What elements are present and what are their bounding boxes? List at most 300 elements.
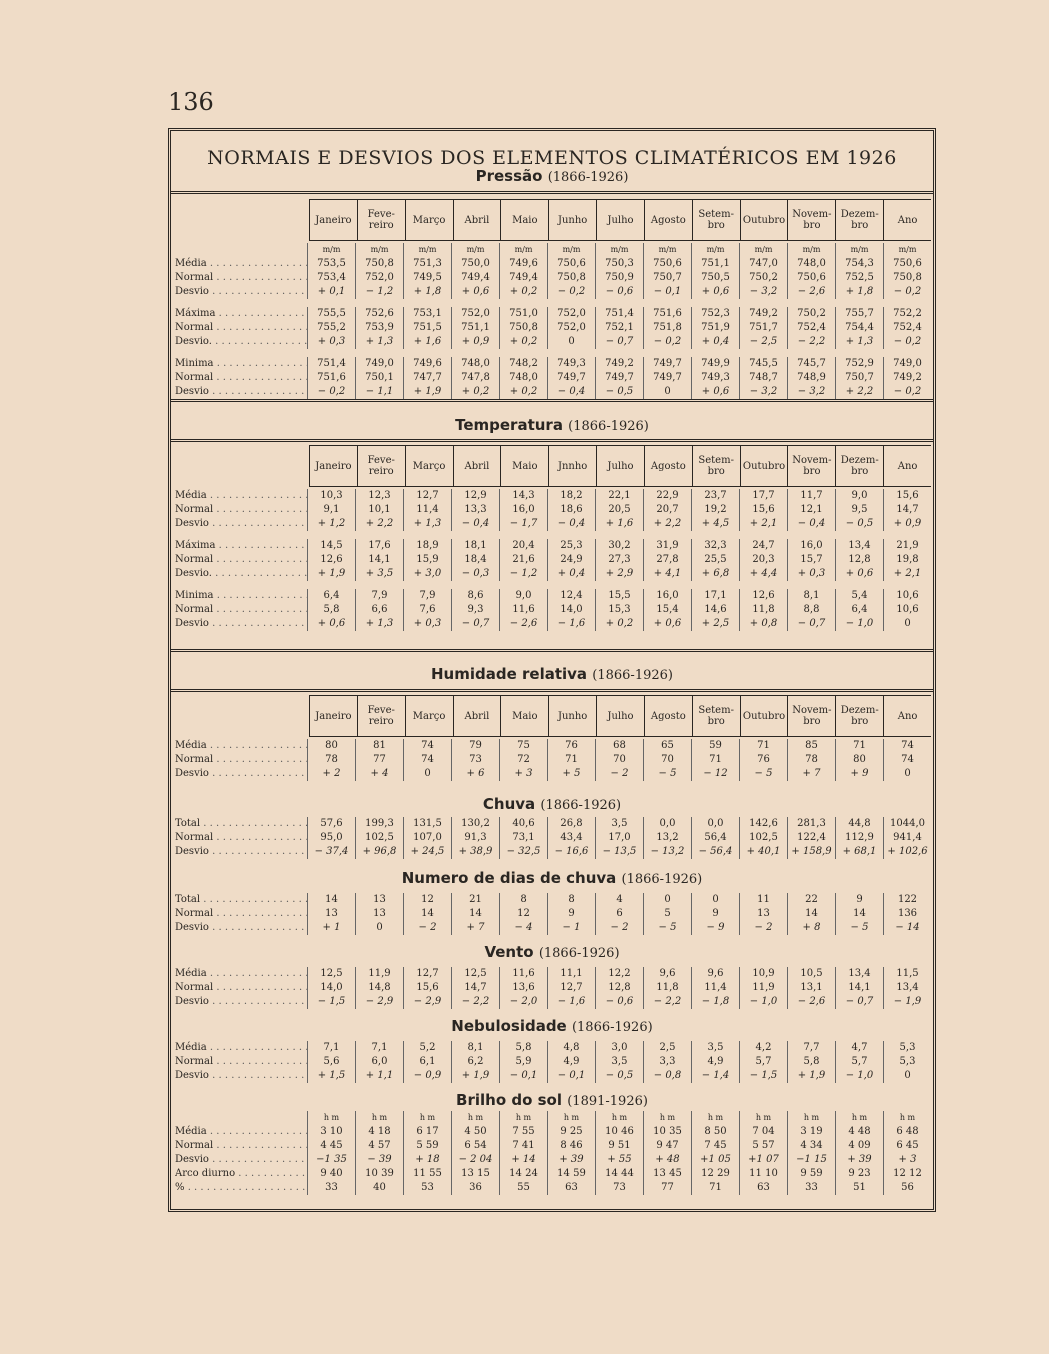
cell-value: 12,5 [451,967,499,981]
unit-cell: m/m [403,243,451,257]
cell-value: 5,8 [499,1041,547,1055]
row-label: Total . . . [175,893,307,907]
cell-value: 91,3 [451,831,499,845]
cell-value: − 5 [643,921,691,935]
cell-value: 14 [835,907,883,921]
cell-value: 21,9 [883,539,931,553]
cell-value: − 14 [883,921,931,935]
cell-value: − 2,6 [787,285,835,299]
cell-value: + 1,1 [355,1069,403,1083]
nebulosidade-row [175,1041,931,1055]
section-title-chuva: Chuva (1866-1926) [482,795,622,813]
cell-value: 136 [883,907,931,921]
cell-value: 750,5 [691,271,739,285]
gap [175,299,931,307]
cell-value: 749,4 [451,271,499,285]
cell-value: 5,2 [403,1041,451,1055]
cell-value: 10,1 [355,503,403,517]
month-header: Abril [453,200,501,240]
cell-value: 7,9 [403,589,451,603]
cell-value: 752,9 [835,357,883,371]
cell-value: 3,3 [643,1055,691,1069]
cell-value: 18,4 [451,553,499,567]
brilho-sol-row [175,1153,931,1167]
cell-value: 76 [547,739,595,753]
dias-chuva-row [175,921,931,935]
cell-value: 752,2 [883,307,931,321]
cell-value: 752,1 [595,321,643,335]
cell-value: 22,1 [595,489,643,503]
cell-value: + 158,9 [787,845,835,859]
cell-value: 7,6 [403,603,451,617]
cell-value: 0 [883,617,931,631]
cell-value: 9,5 [835,503,883,517]
cell-value: 749,4 [499,271,547,285]
cell-value: + 2,1 [739,517,787,531]
cell-value: 9 59 [787,1167,835,1181]
cell-value: 17,0 [595,831,643,845]
humidade-header [309,695,931,737]
cell-value: 9,6 [691,967,739,981]
cell-value: + 48 [643,1153,691,1167]
nebulosidade-rows [175,1041,931,1083]
cell-value: 23,7 [691,489,739,503]
cell-value: 102,5 [739,831,787,845]
cell-value: 16,0 [643,589,691,603]
month-header: Agosto [644,200,692,240]
cell-value: 5 59 [403,1139,451,1153]
row-label: Máxima . . . [175,307,307,321]
row-label: Normal . . . [175,371,307,385]
cell-value: 15,6 [739,503,787,517]
cell-value: − 2,2 [451,995,499,1009]
cell-value: 14,6 [691,603,739,617]
cell-value: 750,6 [787,271,835,285]
cell-value: + 1,3 [835,335,883,349]
month-header: Agosto [644,696,692,736]
row-label: Desvio . . . [175,767,307,781]
row-label: Desvio. . . . [175,335,307,349]
cell-value: 4 09 [835,1139,883,1153]
unit-cell: m/m [451,243,499,257]
cell-value: 751,6 [307,371,355,385]
cell-value: 11,1 [547,967,595,981]
cell-value: 749,0 [355,357,403,371]
cell-value: 748,2 [499,357,547,371]
cell-value: + 1,8 [835,285,883,299]
cell-value: 3,5 [691,1041,739,1055]
cell-value: 12,1 [787,503,835,517]
cell-value: 122,4 [787,831,835,845]
row-label: Desvio . . . [175,517,307,531]
cell-value: + 3 [883,1153,931,1167]
row-label: Normal . . . [175,831,307,845]
unit-cell: m/m [547,243,595,257]
cell-value: − 5 [643,767,691,781]
cell-value: 753,4 [307,271,355,285]
cell-value: 12,5 [307,967,355,981]
cell-value: 17,6 [355,539,403,553]
cell-value: + 1,6 [595,517,643,531]
cell-value: 63 [547,1181,595,1195]
cell-value: 63 [739,1181,787,1195]
cell-value: + 1,3 [355,617,403,631]
cell-value: 4,8 [547,1041,595,1055]
cell-value: − 1,9 [883,995,931,1009]
row-label: Desvio . . . [175,995,307,1009]
cell-value: + 6,8 [691,567,739,581]
unit-cell: m/m [691,243,739,257]
temperatura-row [175,539,931,553]
section-title-humidade: Humidade relativa (1866-1926) [431,665,673,683]
cell-value: 71 [547,753,595,767]
month-header: Dezem-bro [835,696,883,736]
cell-value: − 0,2 [643,335,691,349]
pressao-row [175,385,931,399]
vento-row [175,995,931,1009]
cell-value: + 0,9 [451,335,499,349]
cell-value: − 0,2 [883,385,931,399]
temperatura-row [175,589,931,603]
cell-value: + 1,5 [307,1069,355,1083]
cell-value: + 0,2 [499,285,547,299]
cell-value: 750,7 [835,371,883,385]
cell-value: 40,6 [499,817,547,831]
row-label: Arco diurno . . . [175,1167,307,1181]
cell-value: 59 [691,739,739,753]
cell-value: + 0,8 [739,617,787,631]
cell-value: 80 [307,739,355,753]
cell-value: −1 15 [787,1153,835,1167]
unit-cell: h m [643,1111,691,1125]
cell-value: + 0,6 [691,285,739,299]
cell-value: 11,6 [499,967,547,981]
cell-value: 749,0 [883,357,931,371]
cell-value: 7,7 [787,1041,835,1055]
cell-value: 122 [883,893,931,907]
cell-value: 7,1 [307,1041,355,1055]
cell-value: + 102,6 [883,845,931,859]
cell-value: 9,0 [835,489,883,503]
cell-value: 15,6 [403,981,451,995]
month-header: Maio [500,696,548,736]
month-header: Setem-bro [692,446,740,486]
cell-value: + 0,6 [307,617,355,631]
humidade-row [175,739,931,753]
cell-value: 6,2 [451,1055,499,1069]
cell-value: 73 [451,753,499,767]
cell-value: 0,0 [643,817,691,831]
cell-value: 71 [835,739,883,753]
cell-value: 77 [355,753,403,767]
cell-value: − 1,1 [355,385,403,399]
cell-value: 4,2 [739,1041,787,1055]
cell-value: 750,8 [547,271,595,285]
cell-value: 40 [355,1181,403,1195]
cell-value: 4,7 [835,1041,883,1055]
cell-value: 14 [787,907,835,921]
brilho-sol-row [175,1139,931,1153]
cell-value: 6 17 [403,1125,451,1139]
cell-value: 11 [739,893,787,907]
cell-value: − 0,7 [787,617,835,631]
cell-value: 0 [547,335,595,349]
cell-value: 0 [883,1069,931,1083]
cell-value: 12 29 [691,1167,739,1181]
cell-value: 13,6 [499,981,547,995]
cell-value: 14 [451,907,499,921]
cell-value: + 38,9 [451,845,499,859]
cell-value: 5,6 [307,1055,355,1069]
cell-value: 11,4 [403,503,451,517]
cell-value: 13,3 [451,503,499,517]
cell-value: 751,7 [739,321,787,335]
cell-value: + 3 [499,767,547,781]
cell-value: 2,5 [643,1041,691,1055]
cell-value: − 2 04 [451,1153,499,1167]
cell-value: + 0,3 [403,617,451,631]
cell-value: 11,9 [355,967,403,981]
cell-value: − 2 [595,921,643,935]
unit-cell: h m [883,1111,931,1125]
cell-value: 751,4 [307,357,355,371]
cell-value: 4 48 [835,1125,883,1139]
cell-value: − 1,5 [739,1069,787,1083]
cell-value: 11 10 [739,1167,787,1181]
cell-value: − 0,2 [547,285,595,299]
cell-value: 749,5 [403,271,451,285]
cell-value: + 0,1 [307,285,355,299]
cell-value: 751,3 [403,257,451,271]
cell-value: + 7 [451,921,499,935]
cell-value: − 0,4 [787,517,835,531]
cell-value: 13,4 [835,967,883,981]
cell-value: 752,3 [691,307,739,321]
cell-value: 12 [499,907,547,921]
cell-value: 14 44 [595,1167,643,1181]
cell-value: 12,6 [739,589,787,603]
cell-value: 14,8 [355,981,403,995]
month-header: Ano [883,446,931,486]
cell-value: 0,0 [691,817,739,831]
section-rule [171,689,933,692]
cell-value: 755,5 [307,307,355,321]
month-header: Feve-reiro [357,696,405,736]
month-header: Outubro [740,446,788,486]
cell-value: − 0,4 [547,385,595,399]
cell-value: 10 39 [355,1167,403,1181]
cell-value: + 0,2 [451,385,499,399]
month-header: Novem-bro [787,200,835,240]
cell-value: 14,7 [451,981,499,995]
cell-value: 16,0 [787,539,835,553]
cell-value: 14 [307,893,355,907]
cell-value: + 0,4 [547,567,595,581]
pressao-row [175,257,931,271]
cell-value: − 0,5 [595,1069,643,1083]
cell-value: 14,1 [355,553,403,567]
row-label: Desvio . . . [175,385,307,399]
cell-value: 750,6 [643,257,691,271]
cell-value: 71 [691,753,739,767]
month-header: Setem-bro [692,696,740,736]
pressao-row [175,321,931,335]
cell-value: 112,9 [835,831,883,845]
cell-value: 11,5 [883,967,931,981]
unit-cell: h m [787,1111,835,1125]
row-label: Média . . . [175,489,307,503]
unit-cell: h m [355,1111,403,1125]
cell-value: + 0,2 [499,335,547,349]
nebulosidade-row [175,1055,931,1069]
cell-value: 10 35 [643,1125,691,1139]
cell-value: 12 12 [883,1167,931,1181]
row-label: Desvio . . . [175,285,307,299]
cell-value: 73 [595,1181,643,1195]
cell-value: 750,6 [883,257,931,271]
cell-value: 0 [643,893,691,907]
cell-value: − 0,4 [547,517,595,531]
cell-value: − 1,4 [691,1069,739,1083]
cell-value: 752,0 [547,321,595,335]
cell-value: + 2,5 [691,617,739,631]
cell-value: 15,5 [595,589,643,603]
cell-value: 9,6 [643,967,691,981]
cell-value: 13,4 [835,539,883,553]
cell-value: 751,5 [403,321,451,335]
humidade-rows [175,739,931,781]
cell-value: 27,8 [643,553,691,567]
cell-value: + 24,5 [403,845,451,859]
cell-value: 65 [643,739,691,753]
row-label: Média . . . [175,1125,307,1139]
unit-cell: m/m [595,243,643,257]
cell-value: 71 [739,739,787,753]
cell-value: 4 50 [451,1125,499,1139]
cell-value: 748,0 [451,357,499,371]
cell-value: − 16,6 [547,845,595,859]
cell-value: 750,2 [739,271,787,285]
unit-row [175,243,931,257]
cell-value: − 2,5 [739,335,787,349]
month-header: Abril [453,696,501,736]
cell-value: + 14 [499,1153,547,1167]
cell-value: 4,9 [691,1055,739,1069]
temperatura-row [175,567,931,581]
cell-value: 5,3 [883,1041,931,1055]
cell-value: − 0,6 [595,285,643,299]
cell-value: 9,3 [451,603,499,617]
cell-value: − 2,9 [355,995,403,1009]
cell-value: 18,2 [547,489,595,503]
temperatura-row [175,617,931,631]
pressao-row [175,357,931,371]
cell-value: 15,9 [403,553,451,567]
cell-value: − 2 [403,921,451,935]
cell-value: + 2,2 [643,517,691,531]
row-label: Minima . . . [175,357,307,371]
cell-value: 20,3 [739,553,787,567]
unit-cell: m/m [787,243,835,257]
cell-value: 13,2 [643,831,691,845]
month-header: Ano [883,696,931,736]
cell-value: 21,6 [499,553,547,567]
cell-value: − 5 [835,921,883,935]
cell-value: 9,0 [499,589,547,603]
cell-value: 0 [403,767,451,781]
section-title-dias_chuva: Numero de dias de chuva (1866-1926) [401,869,703,887]
month-header: Ano [883,200,931,240]
cell-value: 13 [355,907,403,921]
cell-value: 3 19 [787,1125,835,1139]
cell-value: 12,8 [595,981,643,995]
cell-value: 130,2 [451,817,499,831]
cell-value: + 0,9 [883,517,931,531]
row-label: Desvio. . . . [175,567,307,581]
cell-value: 748,7 [739,371,787,385]
cell-value: 11,8 [739,603,787,617]
cell-value: 5,8 [307,603,355,617]
cell-value: 199,3 [355,817,403,831]
temperatura-header [309,445,931,487]
cell-value: 752,0 [547,307,595,321]
cell-value: 6,4 [835,603,883,617]
unit-cell: h m [739,1111,787,1125]
cell-value: − 9 [691,921,739,935]
cell-value: + 0,4 [691,335,739,349]
cell-value: 751,8 [643,321,691,335]
row-label: Normal . . . [175,1139,307,1153]
cell-value: 747,8 [451,371,499,385]
cell-value: 55 [499,1181,547,1195]
cell-value: 12,9 [451,489,499,503]
cell-value: 751,9 [691,321,739,335]
cell-value: 70 [643,753,691,767]
unit-cell: m/m [739,243,787,257]
cell-value: − 3,2 [739,285,787,299]
month-header: Feve-reiro [357,446,405,486]
cell-value: 749,9 [691,357,739,371]
cell-value: − 1,6 [547,617,595,631]
cell-value: 7 41 [499,1139,547,1153]
cell-value: 14,5 [307,539,355,553]
cell-value: 8,1 [451,1041,499,1055]
cell-value: 754,3 [835,257,883,271]
cell-value: 4 [595,893,643,907]
cell-value: 5,9 [499,1055,547,1069]
temperatura-rows [175,489,931,631]
cell-value: − 13,2 [643,845,691,859]
temperatura-row [175,503,931,517]
cell-value: − 0,2 [883,285,931,299]
cell-value: + 18 [403,1153,451,1167]
cell-value: 74 [883,739,931,753]
cell-value: 752,6 [355,307,403,321]
row-label: Desvio . . . [175,1069,307,1083]
cell-value: 14 59 [547,1167,595,1181]
cell-value: 755,2 [307,321,355,335]
cell-value: 33 [307,1181,355,1195]
temperatura-row [175,517,931,531]
cell-value: + 5 [547,767,595,781]
row-label: Normal . . . [175,907,307,921]
cell-value: + 1,6 [403,335,451,349]
month-header: Julho [596,446,644,486]
cell-value: 12,7 [547,981,595,995]
cell-value: 941,4 [883,831,931,845]
climate-table-frame [168,128,936,1212]
cell-value: + 1,3 [403,517,451,531]
